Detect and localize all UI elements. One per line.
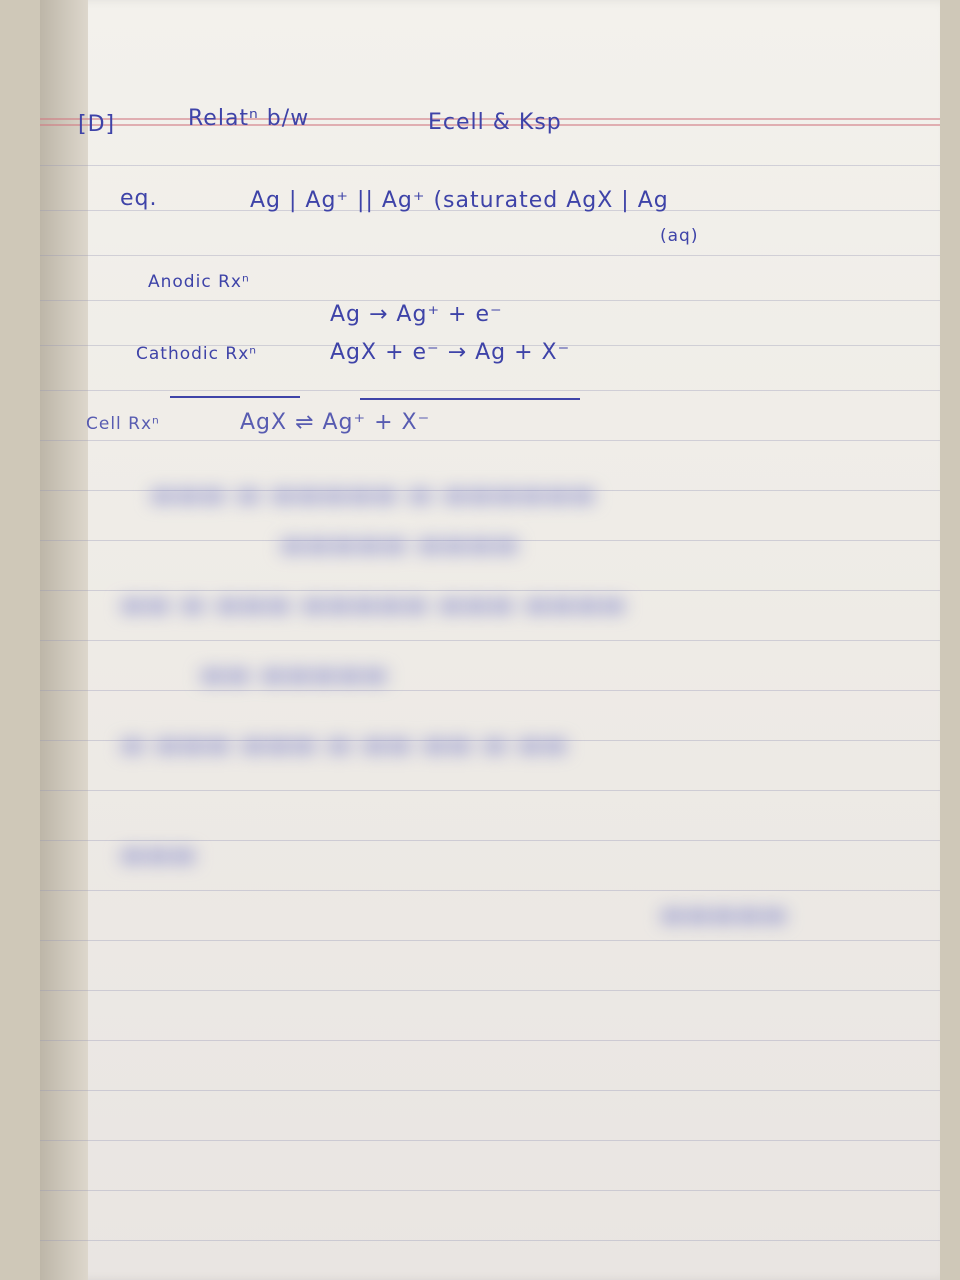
heading-subject: Ecell & Ksp (428, 110, 562, 135)
cathodic-equation: AgX + e⁻ → Ag + X⁻ (330, 340, 571, 365)
anodic-label: Anodic Rxⁿ (148, 272, 250, 292)
anodic-equation: Ag → Ag⁺ + e⁻ (330, 302, 503, 327)
cell-equation: AgX ⇌ Ag⁺ + X⁻ (240, 410, 431, 435)
divider-stroke (360, 398, 580, 400)
cell-label: Cell Rxⁿ (86, 414, 160, 434)
cell-notation: Ag | Ag⁺ || Ag⁺ (saturated AgX | Ag (250, 188, 669, 213)
aq-subscript: (aq) (660, 226, 699, 246)
blurred-notes: ▬▬▬ ▬ ▬▬▬▬▬ ▬ ▬▬▬▬▬▬ ▬▬▬▬▬ ▬▬▬▬ ▬▬ ▬ ▬▬▬ ▬▬▬▬▬ ▬▬▬ ▬▬▬▬ ▬▬ ▬▬▬▬▬ ▬ ▬▬▬ ▬▬▬ ▬ ▬▬ ▬▬ ▬ ▬▬ ▬▬▬ ▬▬▬▬▬ (120, 480, 788, 930)
cathodic-label: Cathodic Rxⁿ (136, 344, 258, 364)
section-number: [D] (78, 112, 116, 137)
divider-stroke (170, 396, 300, 398)
notebook-page (40, 0, 940, 1280)
example-label: eq. (120, 186, 158, 211)
heading-title: Relatⁿ b/w (188, 106, 310, 131)
